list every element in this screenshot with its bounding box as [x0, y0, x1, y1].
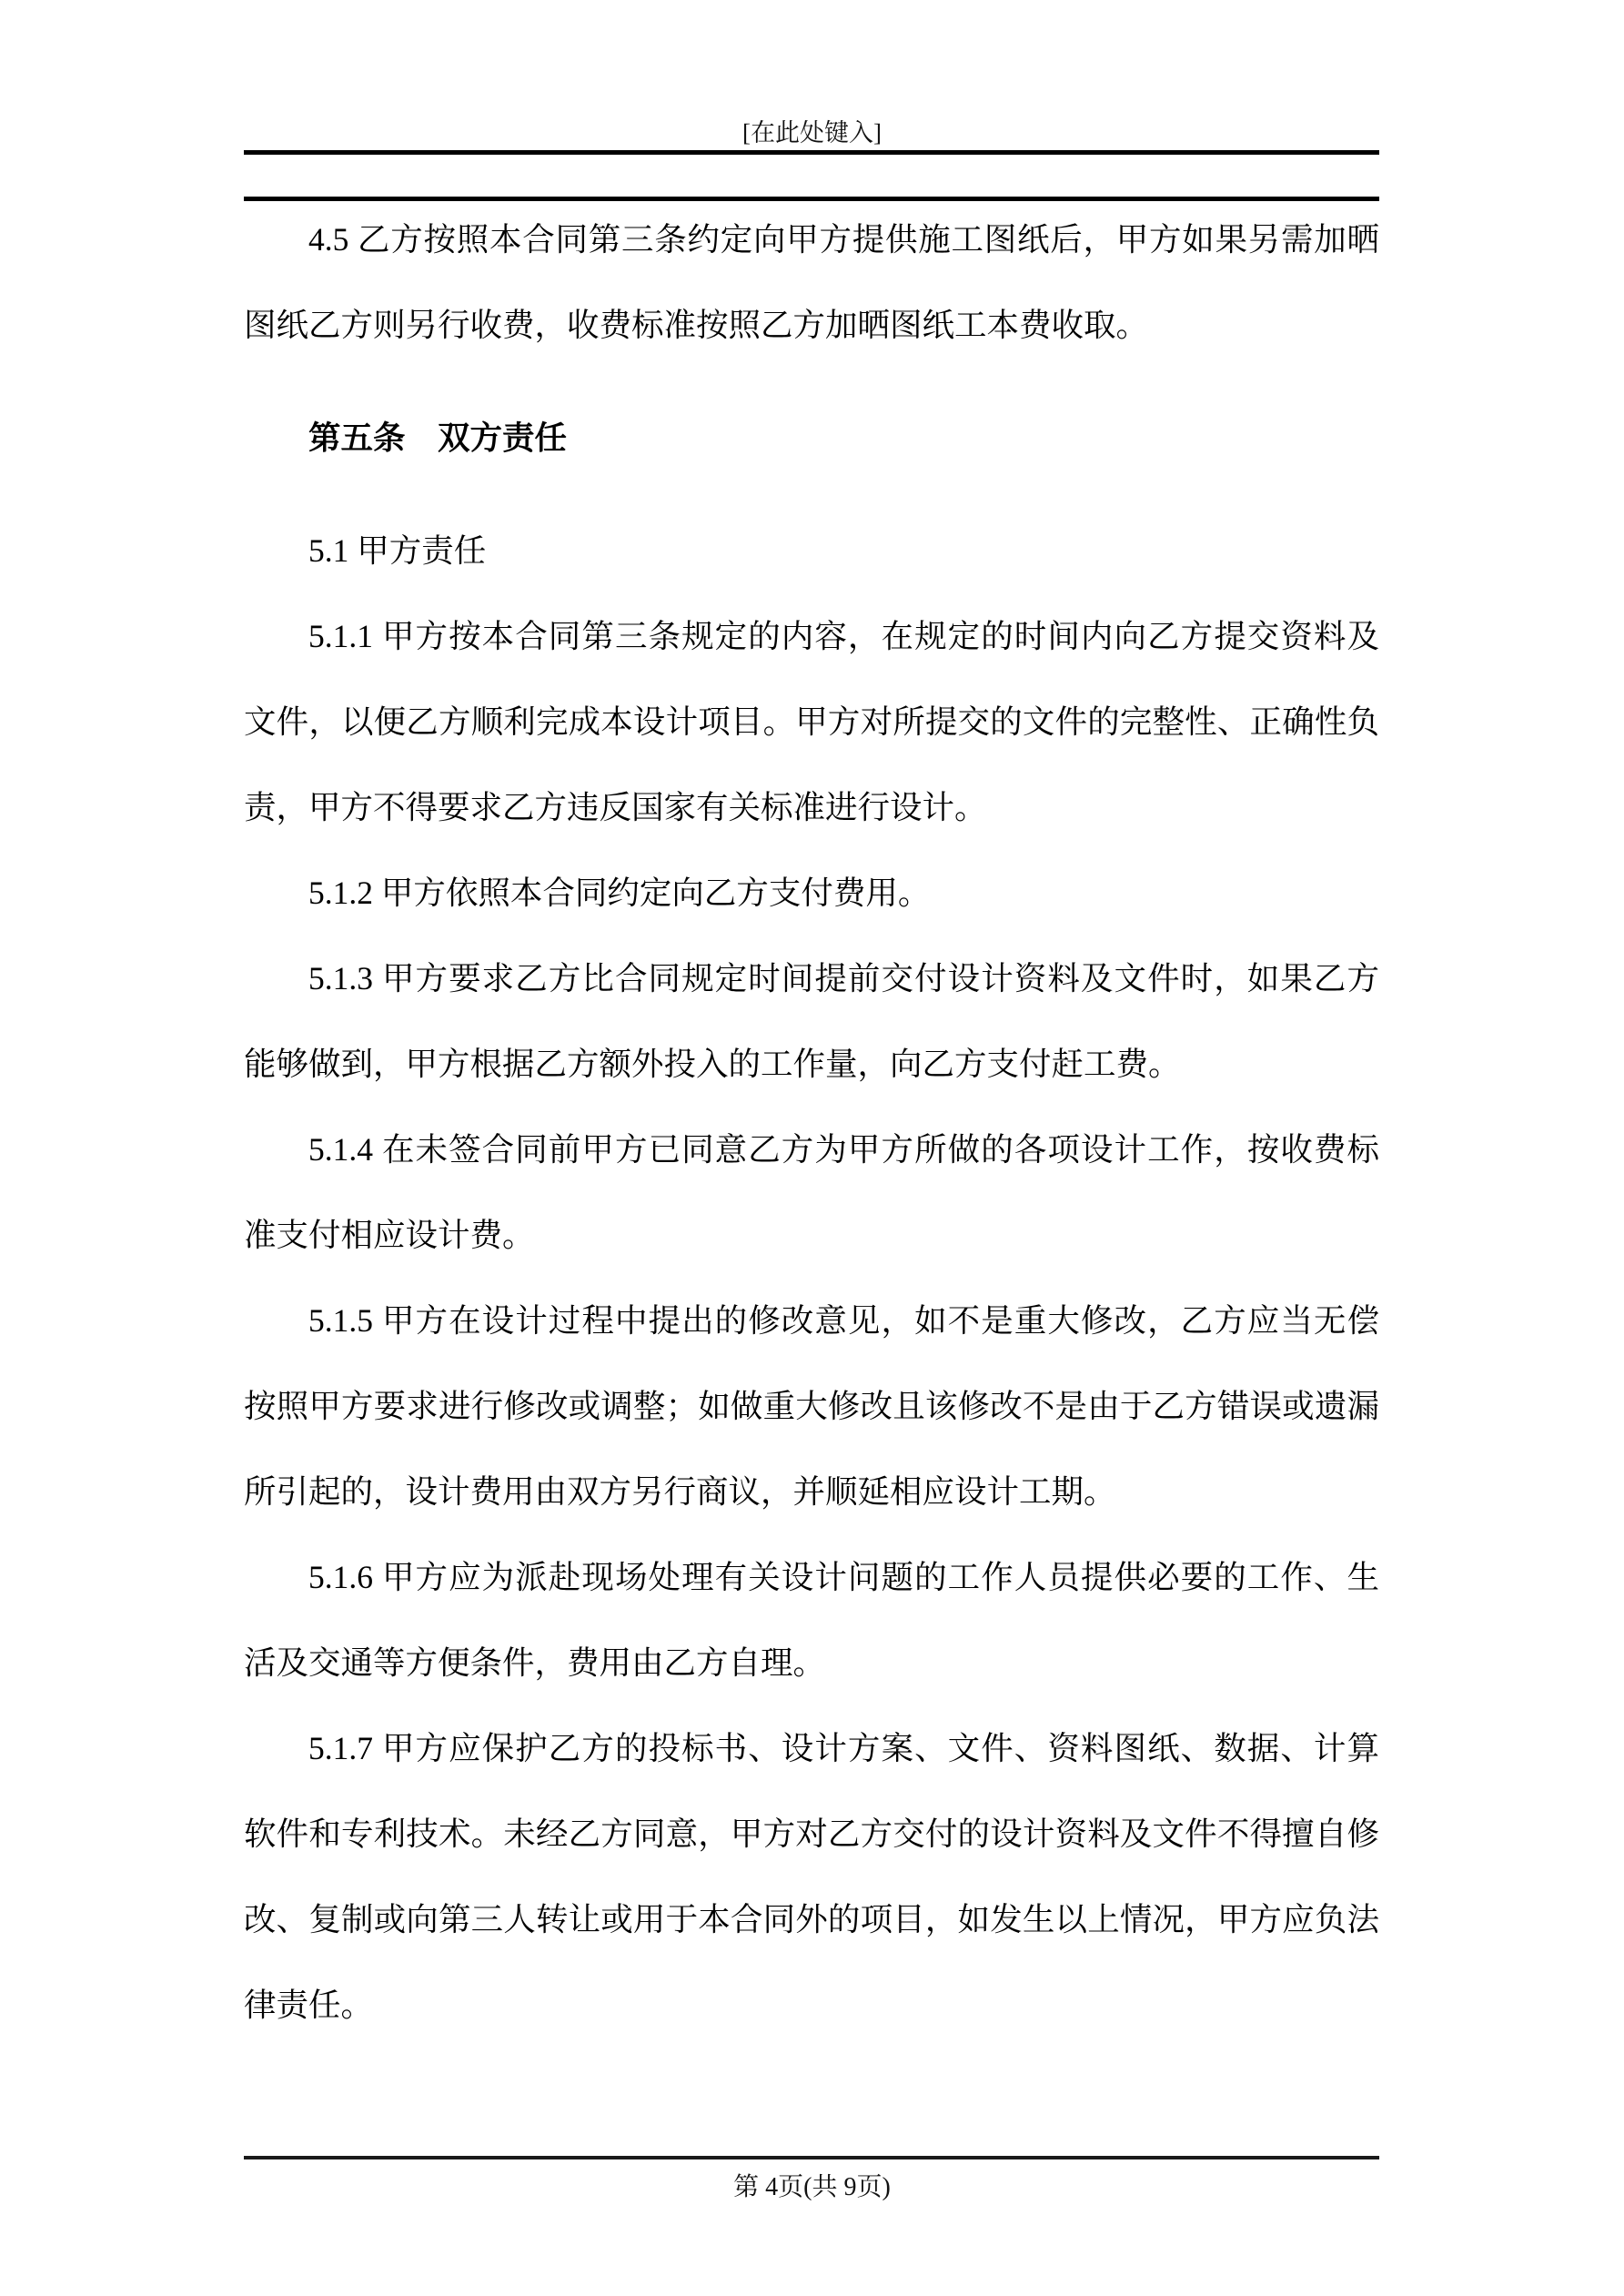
paragraph-5-1-2: 5.1.2 甲方依照本合同约定向乙方支付费用。	[308, 875, 931, 911]
footer-rule	[244, 2156, 1379, 2159]
header-rule-top	[244, 150, 1379, 155]
paragraph-4-5: 4.5 乙方按照本合同第三条约定向甲方提供施工图纸后，甲方如果另需加晒图纸乙方则另行收费，收费标准按照乙方加晒图纸工本费收取。	[244, 221, 1379, 343]
section-heading-article-5: 第五条 双方责任	[308, 420, 568, 456]
paragraph-5-1: 5.1 甲方责任	[308, 532, 487, 569]
document-body	[244, 197, 1379, 2048]
header-placeholder[interactable]: [在此处键入]	[742, 119, 882, 147]
page-number: 第 4页(共 9页)	[733, 2173, 891, 2201]
paragraph-5-1-7: 5.1.7 甲方应保护乙方的投标书、设计方案、文件、资料图纸、数据、计算软件和专利技术。未经乙方同意，甲方对乙方交付的设计资料及文件不得擅自修改、复制或向第三人转让或用于本合同外的项目，如发生以上情况，甲方应负法律责任。	[244, 1730, 1379, 2023]
paragraph-5-1-4: 5.1.4 在未签合同前甲方已同意乙方为甲方所做的各项设计工作，按收费标准支付相应设计费。	[244, 1131, 1379, 1253]
paragraph-5-1-6: 5.1.6 甲方应为派赴现场处理有关设计问题的工作人员提供必要的工作、生活及交通等方便条件，费用由乙方自理。	[244, 1559, 1379, 1681]
paragraph-5-1-1: 5.1.1 甲方按本合同第三条规定的内容，在规定的时间内向乙方提交资料及文件，以便乙方顺利完成本设计项目。甲方对所提交的文件的完整性、正确性负责，甲方不得要求乙方违反国家有关标准进行设计。	[244, 618, 1379, 825]
paragraph-5-1-5: 5.1.5 甲方在设计过程中提出的修改意见，如不是重大修改，乙方应当无偿按照甲方要求进行修改或调整；如做重大修改且该修改不是由于乙方错误或遗漏所引起的，设计费用由双方另行商议，并顺延相应设计工期。	[244, 1302, 1379, 1510]
paragraph-5-1-3: 5.1.3 甲方要求乙方比合同规定时间提前交付设计资料及文件时，如果乙方能够做到，甲方根据乙方额外投入的工作量，向乙方支付赶工费。	[244, 960, 1379, 1082]
